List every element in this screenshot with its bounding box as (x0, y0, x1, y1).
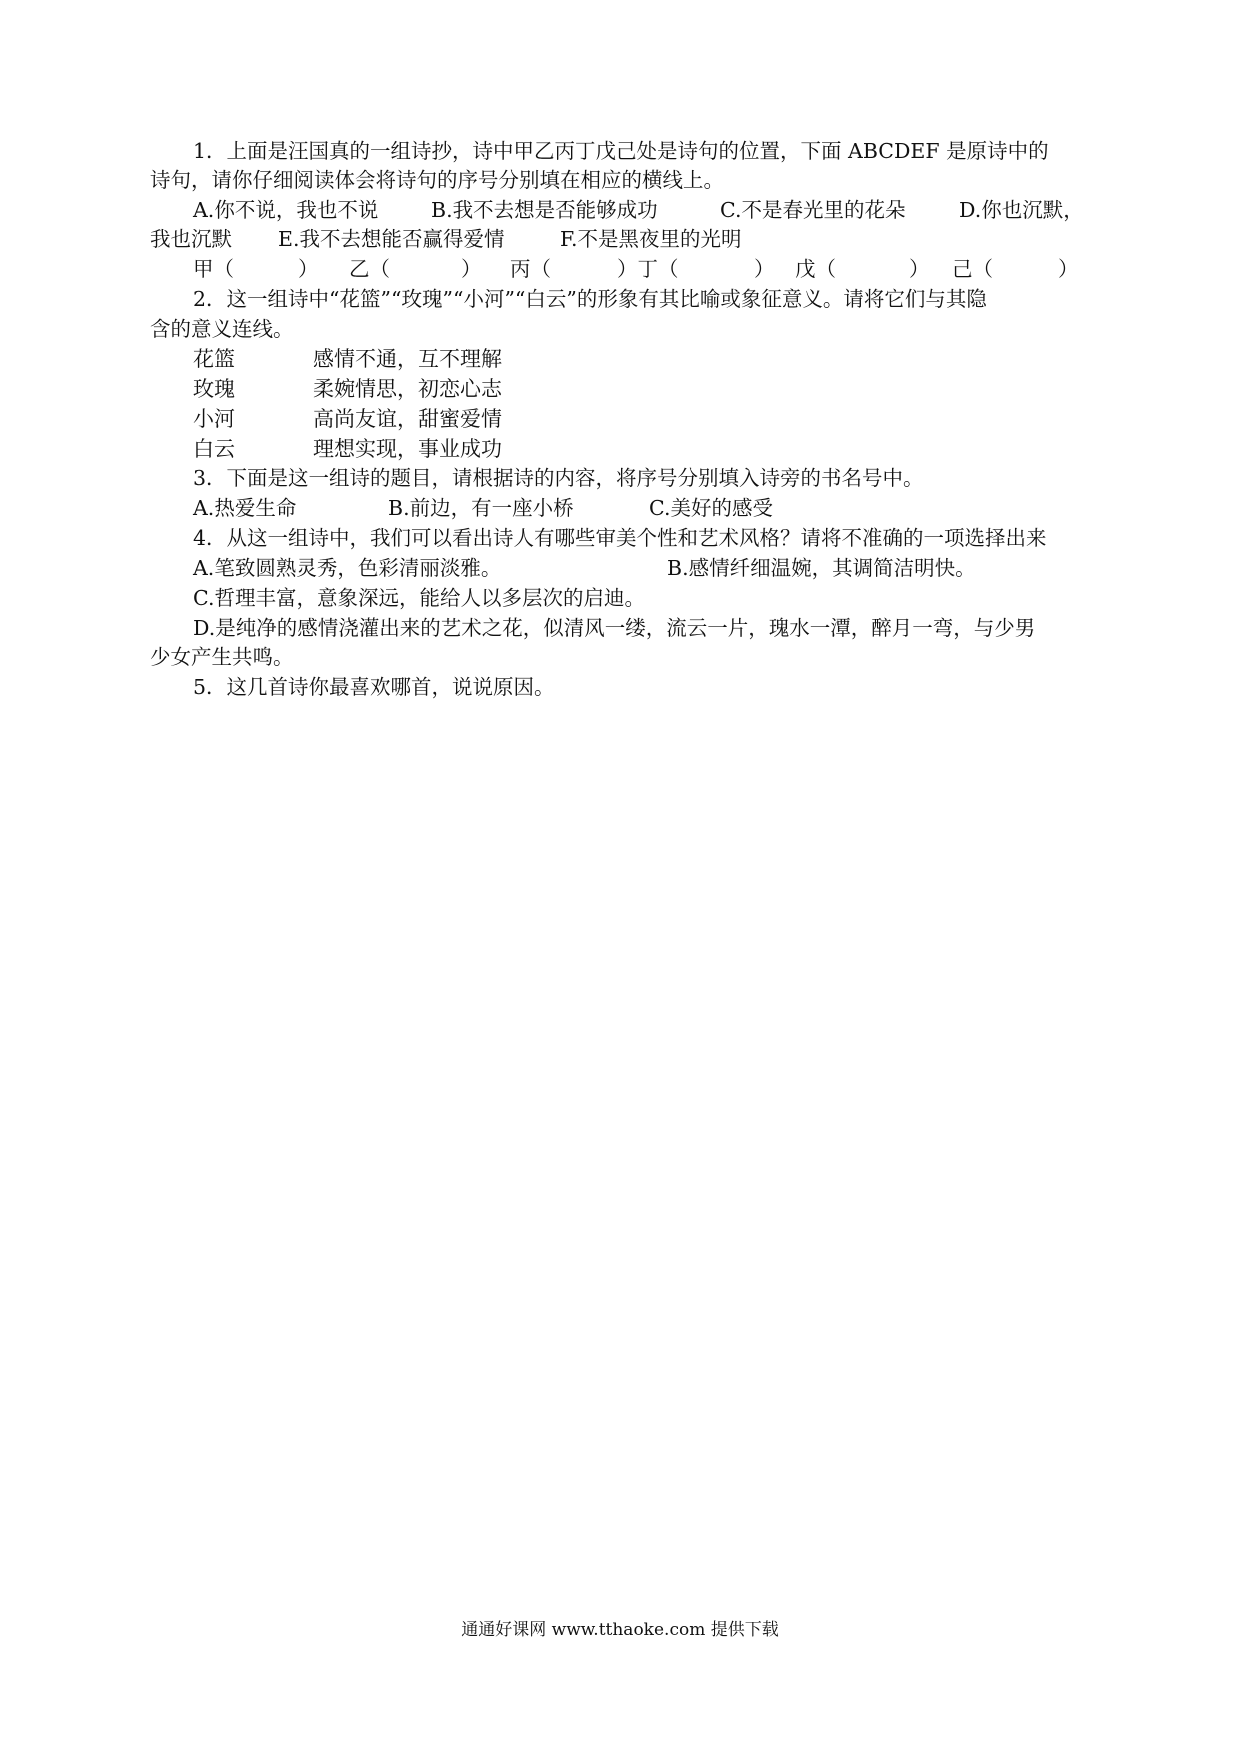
blank-bing-close-ding-open: ）丁（ (617, 257, 679, 281)
blank-wu-close: ） (909, 257, 930, 281)
q4-option-c: C.哲理丰富，意象深远，能给人以多层次的启迪。 (193, 586, 645, 610)
q3-line1: 3．下面是这一组诗的题目，请根据诗的内容，将序号分别填入诗旁的书名号中。 (193, 466, 924, 490)
q3-option-a: A.热爱生命 (193, 496, 297, 520)
q2-pair-row (193, 344, 502, 374)
q2-term: 小河 (193, 407, 235, 431)
q1-option-f: F.不是黑夜里的光明 (560, 227, 742, 251)
q2-term: 玫瑰 (193, 377, 235, 401)
q2-line2: 含的意义连线。 (150, 317, 294, 341)
q4-option-d-line2: 少女产生共鸣。 (150, 645, 294, 669)
q2-meaning: 柔婉情思，初恋心志 (313, 377, 502, 401)
blank-ji-open: 己（ (952, 257, 993, 281)
q2-term: 白云 (193, 437, 235, 461)
q1-line1: 1．上面是汪国真的一组诗抄，诗中甲乙丙丁戊己处是诗句的位置，下面 ABCDEF 是原诗中的 (193, 139, 1049, 163)
q2-meaning: 高尚友谊，甜蜜爱情 (313, 407, 502, 431)
blank-yi-open: 乙（ (349, 257, 390, 281)
q1-option-a: A.你不说，我也不说 (193, 198, 379, 222)
blank-ji-close: ） (1058, 257, 1079, 281)
q2-term: 花篮 (193, 347, 235, 371)
q3-option-c: C.美好的感受 (649, 496, 773, 520)
q1-option-c: C.不是春光里的花朵 (720, 198, 906, 222)
q2-pair-row (193, 404, 502, 434)
blank-wu-open: 戊（ (795, 257, 836, 281)
q4-option-d-line1: D.是纯净的感情浇灌出来的艺术之花，似清风一缕，流云一片，瑰水一潭，醉月一弯，与少男 (193, 616, 1036, 640)
q2-pair-row (193, 434, 502, 464)
q1-option-b: B.我不去想是否能够成功 (431, 198, 658, 222)
q1-option-d: D.你也沉默， (959, 198, 1084, 222)
q3-option-b: B.前边，有一座小桥 (388, 496, 574, 520)
page-footer: 通通好课网 www.tthaoke.com 提供下载 (461, 1620, 779, 1640)
blank-ding-close: ） (754, 257, 775, 281)
q2-line1: 2．这一组诗中“花篮”“玫瑰”“小河”“白云”的形象有其比喻或象征意义。请将它们与其隐 (193, 287, 987, 311)
q2-meaning: 感情不通，互不理解 (313, 347, 502, 371)
blank-bing-open: 丙（ (510, 257, 551, 281)
blank-yi-close: ） (461, 257, 482, 281)
blank-jia-close: ） (298, 257, 319, 281)
q5-line1: 5．这几首诗你最喜欢哪首，说说原因。 (193, 675, 555, 699)
q1-option-d-cont: 我也沉默 (150, 227, 232, 251)
blank-jia-open: 甲（ (193, 257, 234, 281)
q1-line2: 诗句，请你仔细阅读体会将诗句的序号分别填在相应的横线上。 (150, 168, 724, 192)
q1-option-e: E.我不去想能否赢得爱情 (278, 227, 505, 251)
q4-line1: 4．从这一组诗中，我们可以看出诗人有哪些审美个性和艺术风格？请将不准确的一项选择出来 (193, 526, 1047, 550)
q4-option-b: B.感情纤细温婉，其调简洁明快。 (667, 556, 976, 580)
q2-meaning: 理想实现，事业成功 (313, 437, 502, 461)
q2-pair-row (193, 374, 502, 404)
q4-option-a: A.笔致圆熟灵秀，色彩清丽淡雅。 (193, 556, 502, 580)
